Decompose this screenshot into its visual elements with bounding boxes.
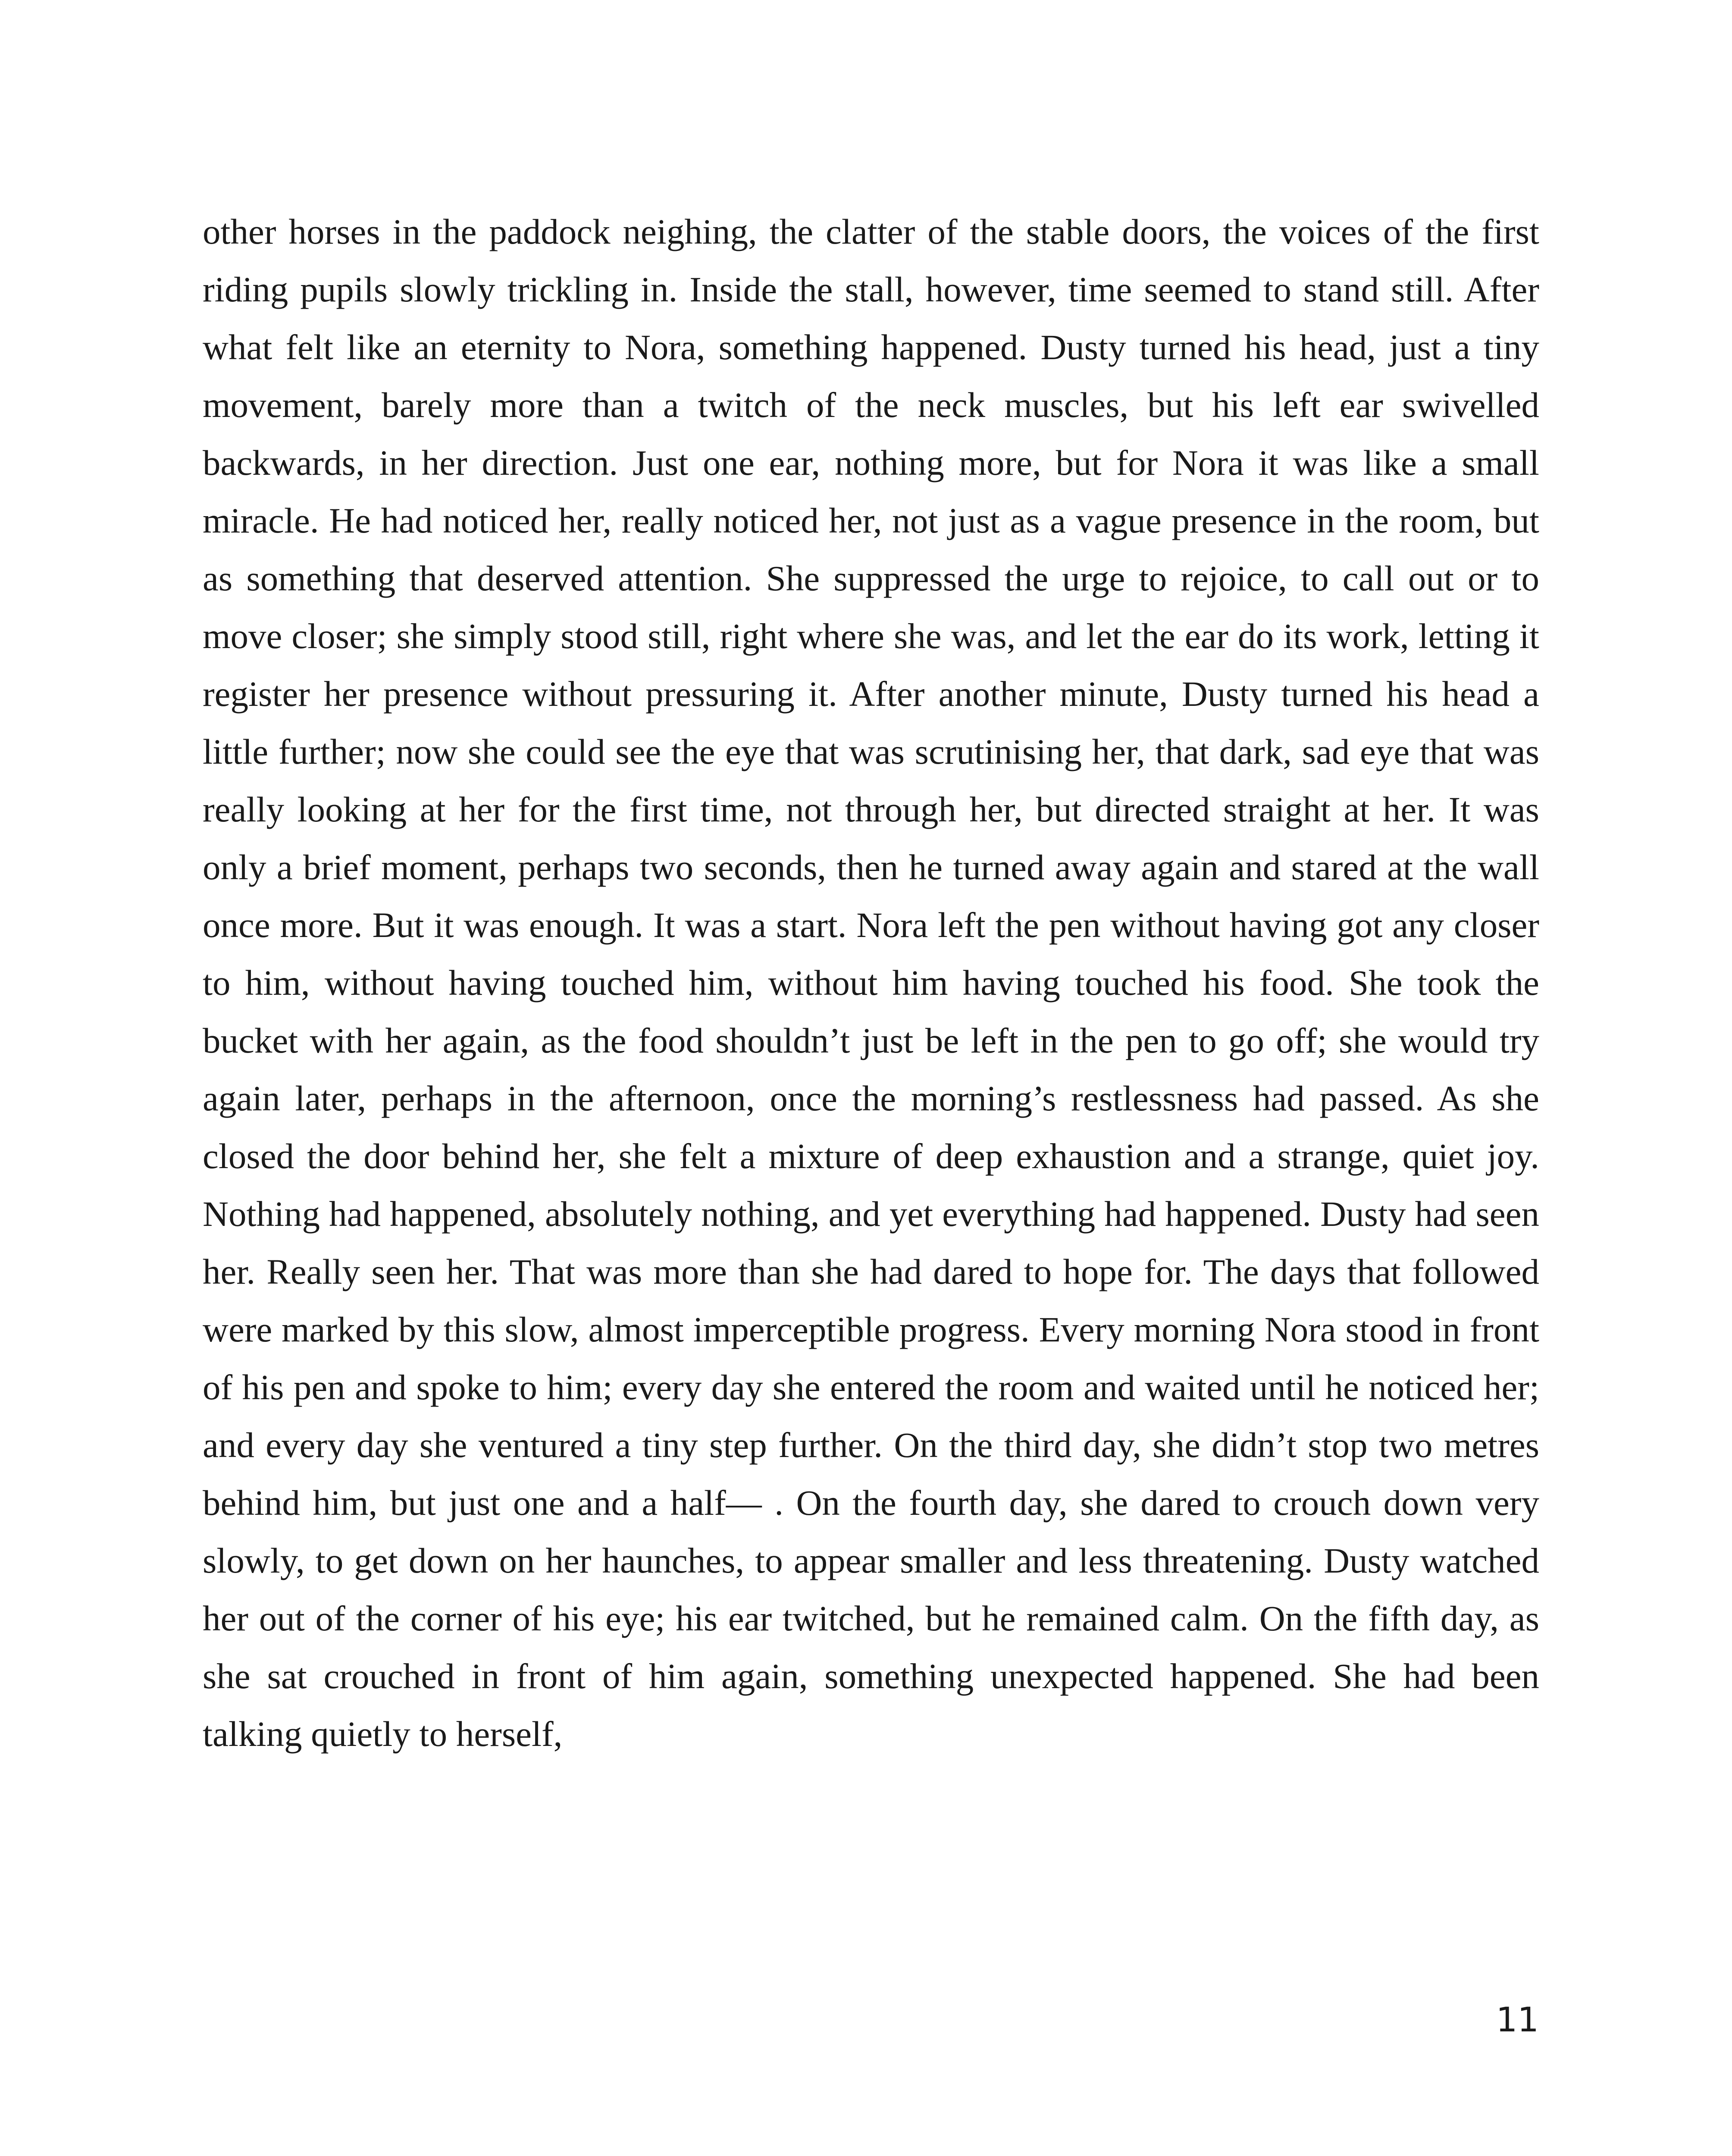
page-number: 11	[1496, 2001, 1539, 2040]
body-paragraph: other horses in the paddock neighing, the clatter of the stable doors, the voices of the first riding pupils slowly trickling in. Inside the stall, however, time seemed to stand still. After what felt like an eternity to Nora, something happened. Dusty turned his head, just a tiny movement, barely more than a twitch of the neck muscles, but his left ear swivelled backwards, in her direction. Just one ear, nothing more, but for Nora it was like a small miracle. He had noticed her, really noticed her, not just as a vague presence in the room, but as something that deserved attention. She suppressed the urge to rejoice, to call out or to move closer; she simply stood still, right where she was, and let the ear do its work, letting it register her presence without pressuring it. After another minute, Dusty turned his head a little further; now she could see the eye that was scrutinising her, that dark, sad eye that was really looking at her for the first time, not through her, but directed straight at her. It was only a brief moment, perhaps two seconds, then he turned away again and stared at the wall once more. But it was enough. It was a start. Nora left the pen without having got any closer to him, without having touched him, without him having touched his food. She took the bucket with her again, as the food shouldn’t just be left in the pen to go off; she would try again later, perhaps in the afternoon, once the morning’s restlessness had passed. As she closed the door behind her, she felt a mixture of deep exhaustion and a strange, quiet joy. Nothing had happened, absolutely nothing, and yet everything had happened. Dusty had seen her. Really seen her. That was more than she had dared to hope for. The days that followed were marked by this slow, almost imperceptible progress. Every morning Nora stood in front of his pen and spoke to him; every day she entered the room and waited until he noticed her; and every day she ventured a tiny step further. On the third day, she didn’t stop two metres behind him, but just one and a half— . On the fourth day, she dared to crouch down very slowly, to get down on her haunches, to appear smaller and less threatening. Dusty watched her out of the corner of his eye; his ear twitched, but he remained calm. On the fifth day, as she sat crouched in front of him again, something unexpected happened. She had been talking quietly to herself,	[203, 212, 1539, 1754]
